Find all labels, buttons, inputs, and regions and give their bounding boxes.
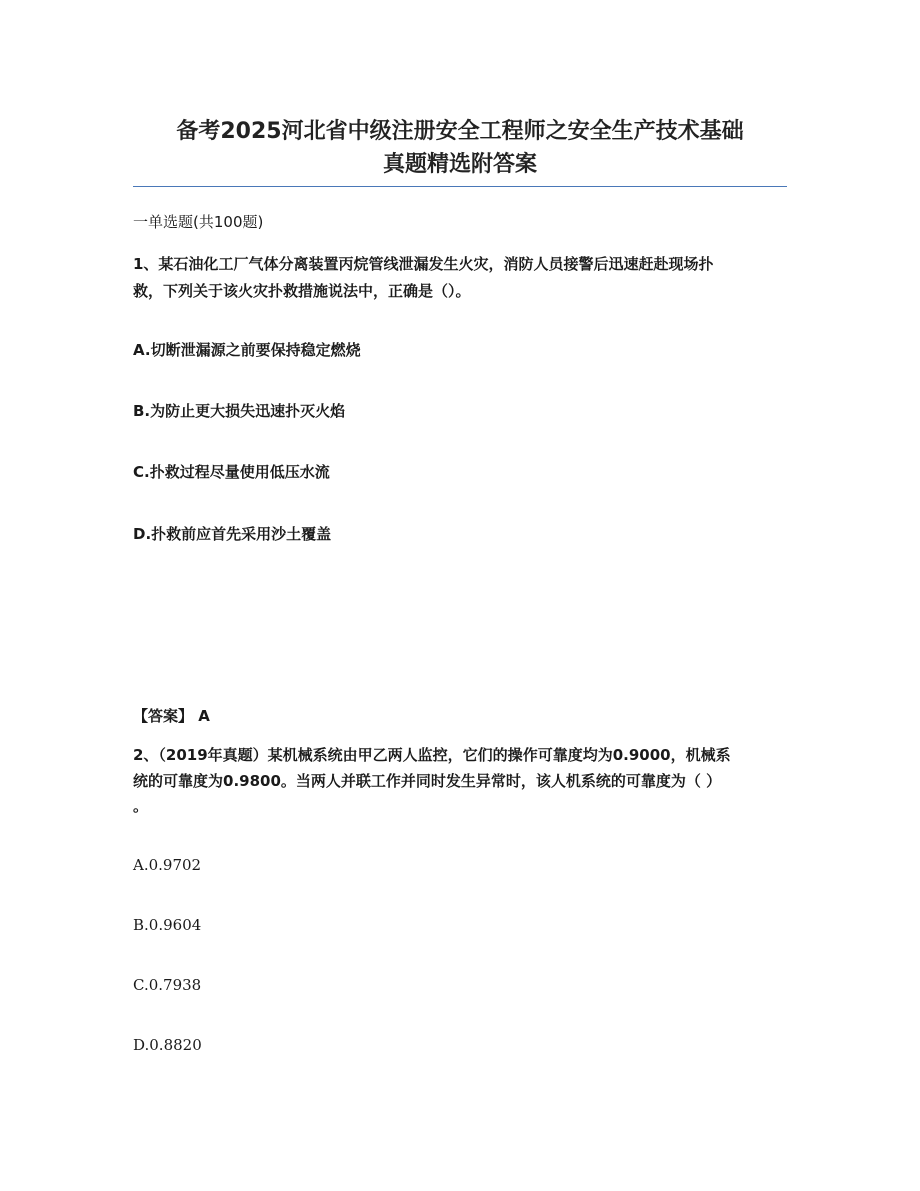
document-title-line-1: 备考2025河北省中级注册安全工程师之安全生产技术基础 [176, 119, 744, 144]
question-1-option-b: B.为防止更大损失迅速扑灭火焰 [133, 402, 346, 420]
title-underline [133, 186, 787, 187]
document-title-line-2: 真题精选附答案 [382, 152, 537, 177]
question-2-option-c: C.0.7938 [133, 976, 202, 994]
question-2-stem-line-1: 2、（2019年真题）某机械系统由甲乙两人监控，它们的操作可靠度均为0.9000，机械系 [133, 746, 731, 764]
question-2-stem-line-2: 统的可靠度为0.9800。当两人并联工作并同时发生异常时，该人机系统的可靠度为（ ） [133, 772, 722, 790]
question-1-option-a: A.切断泄漏源之前要保持稳定燃烧 [133, 341, 361, 359]
question-1-stem-line-2: 救，下列关于该火灾扑救措施说法中，正确是（）。 [133, 282, 471, 300]
question-1-option-c: C.扑救过程尽量使用低压水流 [133, 463, 330, 481]
question-1-answer: 【答案】 A [133, 707, 210, 725]
question-2-option-d: D.0.8820 [133, 1036, 202, 1054]
question-2-option-b: B.0.9604 [133, 916, 202, 934]
section-heading: 一单选题(共100题) [133, 213, 264, 231]
question-1-stem-line-1: 1、某石油化工厂气体分离装置丙烷管线泄漏发生火灾，消防人员接警后迅速赶赴现场扑 [133, 255, 714, 273]
question-1-option-d: D.扑救前应首先采用沙土覆盖 [133, 525, 332, 543]
question-2-stem-line-3: 。 [133, 797, 149, 815]
question-2-option-a: A.0.9702 [133, 856, 202, 874]
